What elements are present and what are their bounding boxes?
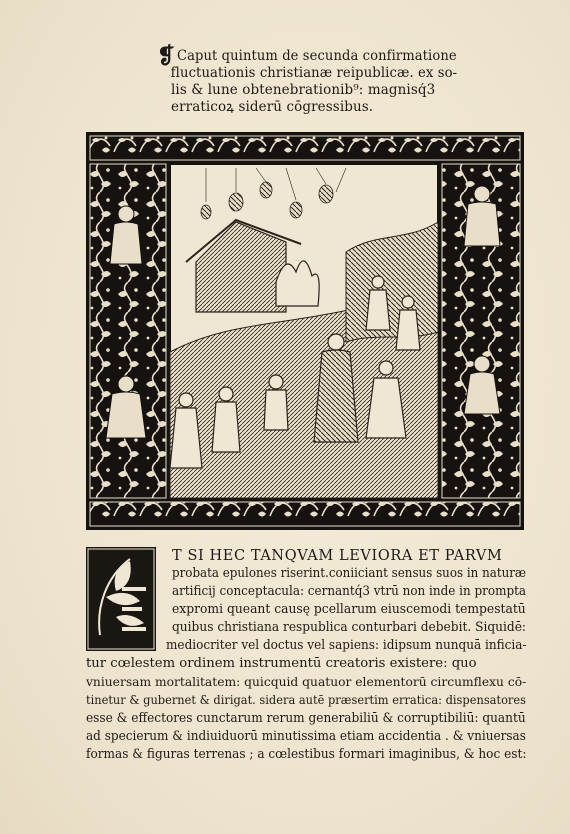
decorated-initial	[86, 547, 156, 651]
chapter-heading	[157, 43, 458, 116]
heading-line-1: ❡ Caput quintum de secunda confirmatione	[157, 43, 457, 69]
heading-line-2: fluctuationis christianæ reipublicæ. ex so-	[170, 65, 458, 81]
heading-line-4: erraticoꝝ siderū cōgressibus.	[171, 99, 374, 115]
paragraph-mark-icon: ❡	[157, 43, 176, 69]
heading-line-3: lis & lune obtenebrationib⁹: magnisq́3	[171, 82, 436, 98]
text-line-4: expromi queant causę pcellarum eiuscemodi tempestatū	[172, 602, 526, 617]
text-line-8: vniuersam mortalitatem: quicquid quatuor elementorū circumflexu cō-	[86, 674, 527, 689]
text-line-11: ad specierum & indiuiduorū minutissima etiam accidentia . & vniuersas	[86, 728, 526, 743]
text-line-6: mediocriter vel doctus vel sapiens: idipsum nunquā inficia-	[166, 638, 527, 653]
text-line-9: tinetur & gubernet & dirigat. sidera autē præsertim erratica: dispensatores	[86, 692, 527, 707]
initial-letter-icon	[86, 547, 156, 651]
woodcut-image	[86, 132, 524, 530]
text-line-12: formas & figuras terrenas ; a cœlestibus formari imaginibus, & hoc est:	[86, 746, 527, 761]
woodcut-illustration	[86, 132, 524, 530]
text-line-2: probata epulones riserint.coniiciant sensus suos in naturæ	[172, 566, 527, 581]
text-line-1: T SI HEC TANQVAM LEVIORA ET PARVM	[172, 548, 503, 564]
text-line-7: tur cœlestem ordinem instrumentū creatoris existere: quo	[86, 656, 477, 671]
text-line-10: esse & effectores cunctarum rerum generabiliū & corruptibiliū: quantū	[86, 710, 526, 725]
text-line-5: quibus christiana respublica conturbari debebit. Siquidē:	[172, 620, 527, 635]
text-line-3: artificij conceptacula: cernantq́3 vtrū non inde in prompta	[172, 584, 527, 599]
